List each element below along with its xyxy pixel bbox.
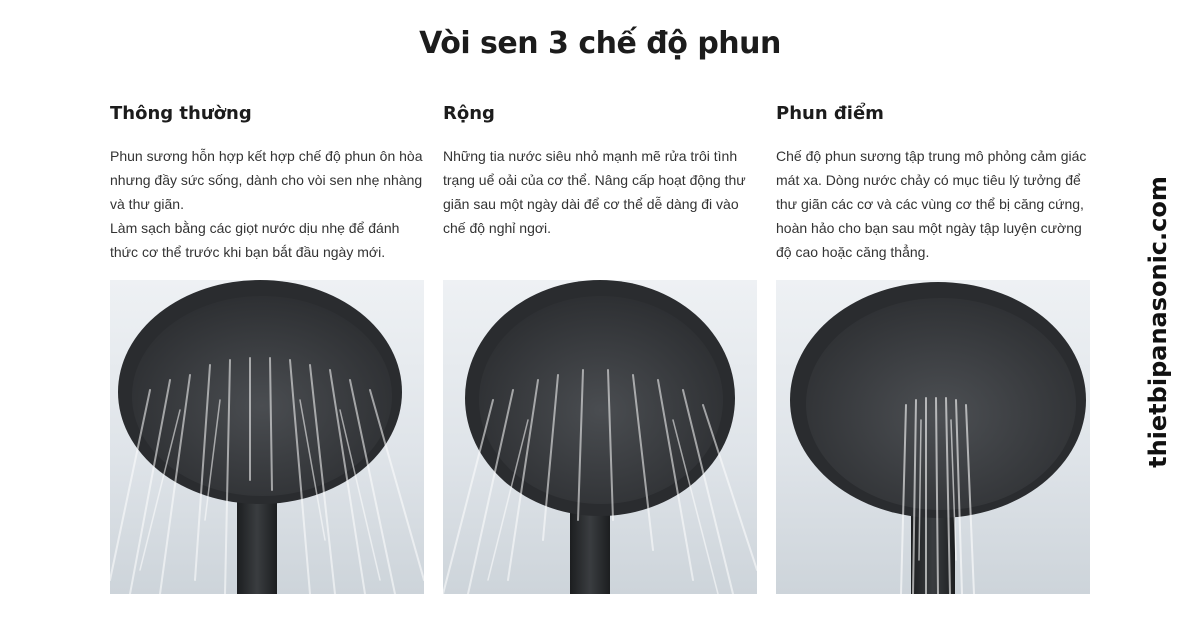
shower-head-normal-spray-photo [110, 280, 424, 594]
description-paragraph: Phun sương hỗn hợp kết hợp chế độ phun ôn hòa nhưng đầy sức sống, dành cho vòi sen nhẹ nhàng và thư giãn. [110, 148, 423, 212]
watermark-text: thietbipanasonic.com [1144, 176, 1172, 468]
column-heading-point: Phun điểm [776, 103, 884, 124]
column-description-wide [443, 144, 757, 274]
column-heading-normal: Thông thường [110, 103, 252, 124]
shower-head-point-spray-photo [776, 280, 1090, 594]
column-description-normal [110, 144, 424, 274]
column-wide [443, 100, 757, 274]
column-heading-wide: Rộng [443, 103, 495, 124]
shower-head-wide-spray-photo [443, 280, 757, 594]
column-normal [110, 100, 424, 274]
description-paragraph: Những tia nước siêu nhỏ mạnh mẽ rửa trôi tình trạng uể oải của cơ thể. Nâng cấp hoạt động thư giãn sau một ngày dài để cơ thể dễ dàng đi vào chế độ nghỉ ngơi. [443, 148, 746, 236]
description-paragraph: Chế độ phun sương tập trung mô phỏng cảm giác mát xa. Dòng nước chảy có mục tiêu lý tưởng để thư giãn các cơ và các vùng cơ thể bị căng cứng, hoàn hảo cho bạn sau một ngày tập luyện cường độ cao hoặc căng thẳng. [776, 148, 1087, 260]
column-point [776, 100, 1090, 274]
description-paragraph: Làm sạch bằng các giọt nước dịu nhẹ để đánh thức cơ thể trước khi bạn bắt đầu ngày mới. [110, 220, 400, 260]
column-description-point [776, 144, 1090, 274]
page-title: Vòi sen 3 chế độ phun [419, 26, 781, 61]
